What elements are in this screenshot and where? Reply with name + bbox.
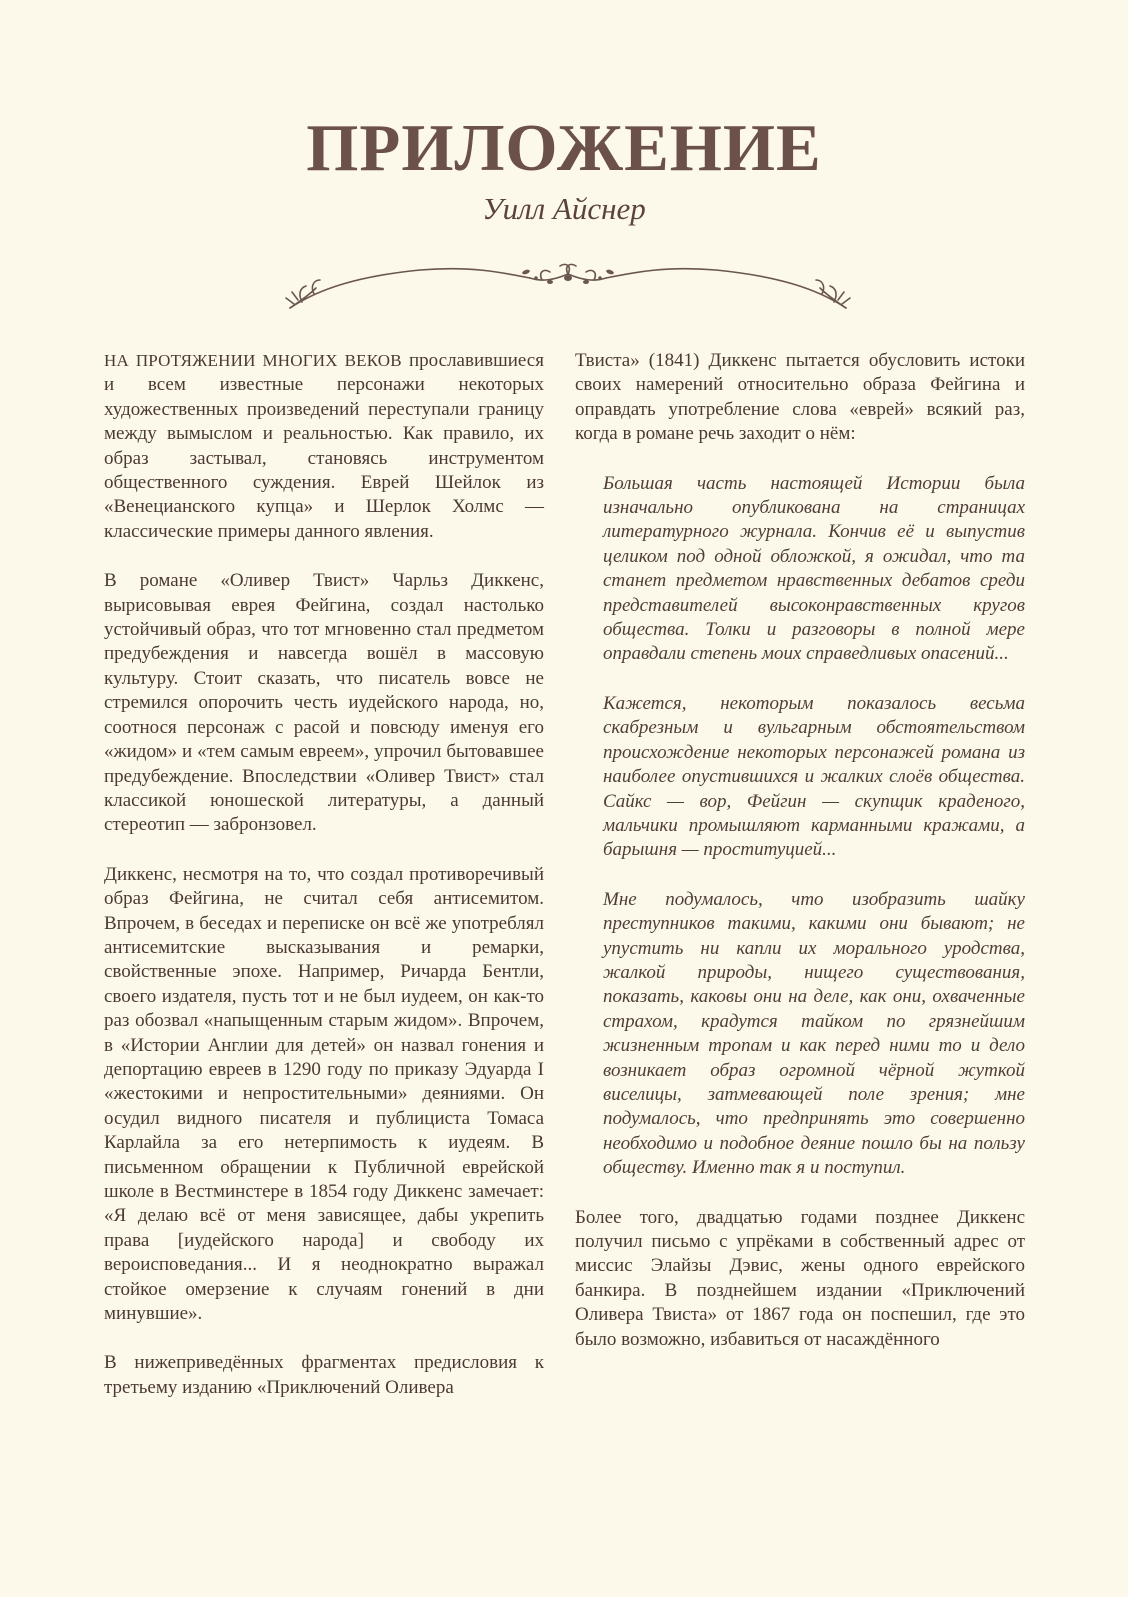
paragraph-later-edition: Более того, двадцатью годами позднее Диккенс получил письмо с упрёками в собственный адрес от миссис Элайзы Дэвис, жены одного еврейского банкира. В позднейшем издании «Приключений Оливера Твиста» от 1867 года он поспешил, где это было возможно, избавиться от насаждённого — [575, 1206, 1025, 1350]
quote-block-3: Мне подумалось, что изобразить шайку преступников такими, какими они бывают; не упустить ни капли их морального уродства, жалкой природы, нищего существования, показать, каковы они на деле, как они, охваченные страхом, крадутся тайком по грязнейшим жизненным тропам и как перед ними то и дело возникает образ огромной чёрной жуткой виселицы, затмевающей поле зрения; мне подумалось, что предпринять это совершенно необходимо и подобное деяние пошло бы на пользу обществу. Именно так я и поступил. — [603, 888, 1025, 1179]
lead-in-caps: НА ПРОТЯЖЕНИИ МНОГИХ ВЕКОВ — [104, 351, 402, 370]
paragraph-oliver-twist: В романе «Оливер Твист» Чарльз Диккенс, вырисовывая еврея Фейгина, создал настолько устойчивый образ, что тот мгновенно стал предметом предубеждения и навсегда вошёл в массовую культуру. Стоит сказать, что писатель вовсе не стремился опорочить честь иудейского народа, но, соотнося персонаж с расой и повсюду именуя его «жидом» и «тем самым евреем», упрочил бытовавшее предубеждение. Впоследствии «Оливер Твист» стал классикой юношеской литературы, а данный стереотип — забронзовел. — [104, 570, 544, 836]
left-column — [104, 349, 544, 1400]
quote-block-2: Кажется, некоторым показалось весьма скабрезным и вульгарным обстоятельством происхождение некоторых персонажей романа из наиболее опустившихся и жалких слоёв общества. Сайкс — вор, Фейгин — скупщик краденого, мальчики промышляют карманными кражами, а барышня — проституцией... — [603, 692, 1025, 861]
right-column — [575, 349, 1025, 1352]
floral-divider-icon — [280, 258, 856, 318]
paragraph-preface-intro: В нижеприведённых фрагментах предисловия к третьему изданию «Приключений Оливера — [104, 1352, 544, 1398]
page-title: ПРИЛОЖЕНИЕ — [306, 111, 822, 185]
paragraph-intro — [104, 349, 544, 544]
author-name: Уилл Айснер — [482, 191, 646, 226]
paragraph-continuation: Твиста» (1841) Диккенс пытается обусловить истоки своих намерений относительно образа Фейгина и оправдать употребление слова «еврей» всякий раз, когда в романе речь заходит о нём: — [575, 350, 1025, 445]
paragraph-dickens-views: Диккенс, несмотря на то, что создал противоречивый образ Фейгина, не считал себя антисемитом. Впрочем, в беседах и переписке он всё же употреблял антисемитские высказывания и ремарки, свойственные эпохе. Например, Ричарда Бентли, своего издателя, пусть тот и не был иудеем, он как-то раз обозвал «напыщенным старым жидом». Впрочем, в «Истории Англии для детей» он назвал гонения и депортацию евреев в 1290 году по приказу Эдуарда I «жестокими и непростительными» деяниями. Он осудил видного писателя и публициста Томаса Карлайла за его нетерпимость к иудеям. В письменном обращении к Публичной еврейской школе в Вестминстере в 1854 году Диккенс замечает: «Я делаю всё от меня зависящее, дабы укрепить права [иудейского народа] и свободу их вероисповедания... И я неоднократно выражал стойкое омерзение к случаям гонений в дни минувшие». — [104, 863, 544, 1325]
quote-block-1: Большая часть настоящей Истории была изначально опубликована на страницах литературного журнала. Кончив её и выпустив целиком под одной обложкой, я ожидал, что та станет предметом нравственных дебатов среди представителей высоконравственных кругов общества. Толки и разговоры в полной мере оправдали степень моих справедливых опасений... — [603, 472, 1025, 665]
paragraph-intro-text: прославившиеся и всем известные персонажи некоторых художественных произведений переступали границу между вымыслом и реальностью. Как правило, их образ застывал, становясь инструментом общественного суждения. Еврей Шейлок из «Венецианского купца» и Шерлок Холмс — классические примеры данного явления. — [104, 350, 544, 542]
